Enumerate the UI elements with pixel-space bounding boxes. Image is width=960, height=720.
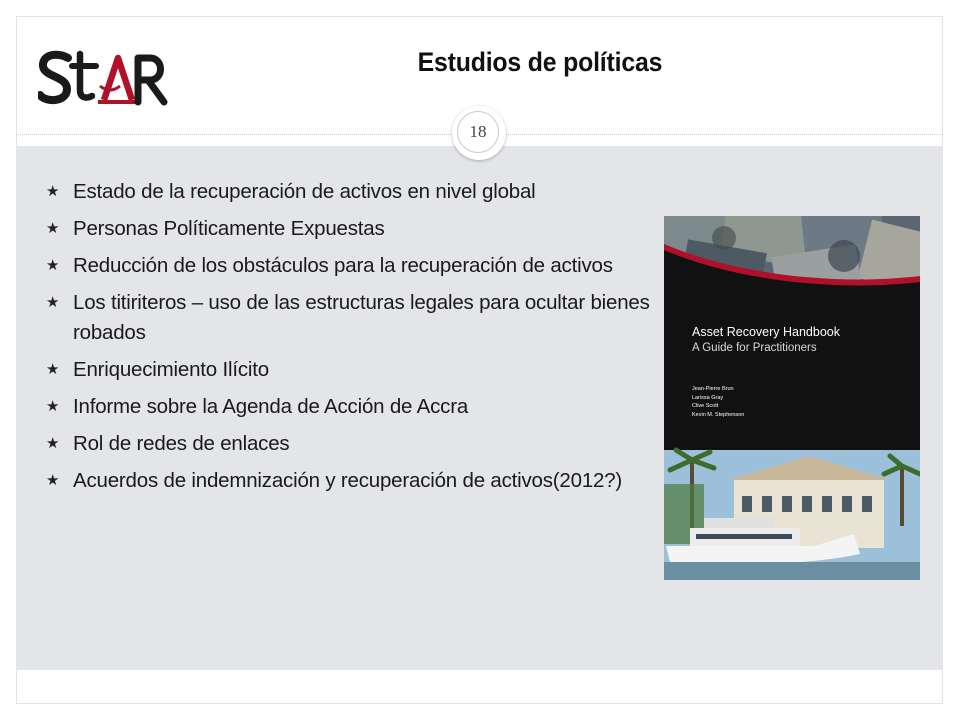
book-author: Jean-Pierre Brun bbox=[692, 386, 734, 392]
star-bullet-icon: ★ bbox=[46, 220, 60, 237]
book-author: Clive Scott bbox=[692, 403, 719, 409]
list-item bbox=[46, 466, 656, 496]
page-number: 18 bbox=[457, 111, 499, 153]
star-bullet-icon: ★ bbox=[46, 183, 60, 200]
book-author: Kevin M. Stephenson bbox=[692, 411, 745, 418]
list-item bbox=[46, 429, 656, 459]
book-title: Asset Recovery Handbook bbox=[692, 325, 840, 339]
list-item bbox=[46, 251, 656, 281]
list-item-text: Rol de redes de enlaces bbox=[73, 432, 290, 455]
list-item bbox=[46, 392, 656, 422]
star-bullet-icon: ★ bbox=[46, 257, 60, 274]
star-bullet-icon: ★ bbox=[46, 294, 60, 311]
list-item-text: Estado de la recuperación de activos en nivel global bbox=[73, 180, 536, 203]
list-item bbox=[46, 214, 656, 244]
page-title-text: Estudios de políticas bbox=[417, 47, 663, 77]
list-item-text: Acuerdos de indemnización y recuperación de activos(2012?) bbox=[73, 469, 623, 492]
list-item bbox=[46, 177, 656, 207]
list-item-text: Personas Políticamente Expuestas bbox=[73, 217, 385, 240]
star-bullet-icon: ★ bbox=[46, 472, 60, 489]
book-subtitle: A Guide for Practitioners bbox=[692, 342, 817, 354]
page-title bbox=[0, 47, 960, 78]
list-item-text: Informe sobre la Agenda de Acción de Accra bbox=[73, 395, 469, 418]
book-authors bbox=[692, 385, 744, 419]
star-bullet-icon: ★ bbox=[46, 361, 60, 378]
star-bullet-icon: ★ bbox=[46, 435, 60, 452]
list-item bbox=[46, 288, 656, 348]
list-item-text: Reducción de los obstáculos para la recuperación de activos bbox=[73, 254, 613, 277]
book-author: Larissa Gray bbox=[692, 394, 724, 401]
star-bullet-icon: ★ bbox=[46, 398, 60, 415]
page-number-badge bbox=[452, 106, 506, 160]
list-item-text: Los titiriteros – uso de las estructuras legales para ocultar bienes robados bbox=[73, 291, 650, 344]
footer-divider bbox=[16, 703, 943, 704]
list-item bbox=[46, 355, 656, 385]
bullet-list bbox=[46, 177, 656, 503]
list-item-text: Enriquecimiento Ilícito bbox=[73, 358, 269, 381]
